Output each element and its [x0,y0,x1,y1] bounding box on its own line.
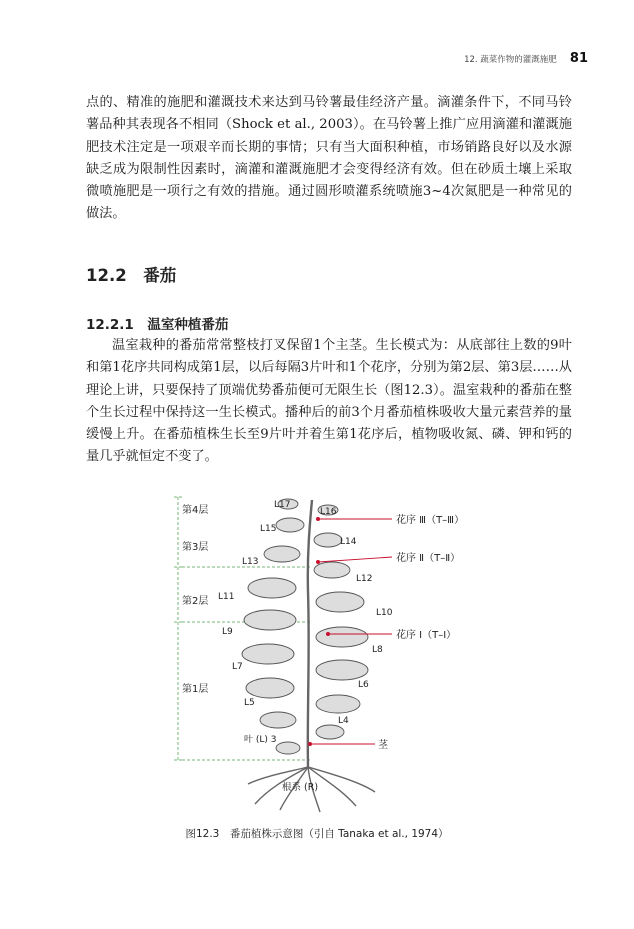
layer-label: 第4层 [182,505,209,516]
leaf-label: L14 [340,537,357,547]
layer-label: 第3层 [182,542,209,553]
leaf-label: L13 [242,557,259,567]
tomato-plant-figure [170,492,490,817]
leaf-label: 叶 (L) 3 [244,735,277,745]
leaf-label: L8 [372,645,383,655]
root-label: 根系 (R) [282,782,319,793]
paragraph-potato-fertigation: 点的、精准的施肥和灌溉技术来达到马铃薯最佳经济产量。滴灌条件下，不同马铃薯品种其表现各不相同（Shock et al., 2003）。在马铃薯上推广应用滴灌和灌溉施肥技术注定是一项艰辛而长期的事情；只有当大面积种植，市场销路良好以及水源缺乏成为限制性因素时，滴灌和灌溉施肥才会变得经济有效。但在砂质土壤上采取微喷施肥是一项行之有效的措施。通过圆形喷灌系统喷施3~4次氮肥是一种常见的做法。 [86,95,572,222]
inflorescence-label: 花序 Ⅲ（T–Ⅲ） [396,515,465,526]
subsection-heading-greenhouse-tomato: 12.2.1 温室种植番茄 [86,317,229,333]
leaf-label: L6 [358,680,369,690]
inflorescence-label: 花序 Ⅰ（T–Ⅰ） [396,630,457,641]
stem-label: 茎 [378,740,388,751]
header-section-title: 12. 蔬菜作物的灌溉施肥 [464,55,557,65]
figure-caption: 图12.3 番茄植株示意图（引自 Tanaka et al., 1974） [185,828,449,840]
leaf-label: L10 [376,608,393,618]
leaf-label: L5 [244,698,255,708]
section-heading-tomato: 12.2 番茄 [86,266,177,285]
layer-label: 第1层 [182,684,209,695]
leaf-label: L7 [232,662,243,672]
paragraph-greenhouse-tomato: 温室栽种的番茄常常整枝打叉保留1个主茎。生长模式为：从底部往上数的9叶和第1花序共同构成第1层，以后每隔3片叶和1个花序，分别为第2层、第3层……从理论上讲，只要保持了顶端优势番茄便可无限生长（图12.3）。温室栽种的番茄在整个生长过程中保持这一生长模式。播种后的前3个月番茄植株吸收大量元素营养的量缓慢上升。在番茄植株生长至9片叶并着生第1花序后，植物吸收氮、磷、钾和钙的量几乎就恒定不变了。 [86,338,572,465]
main-stem [308,500,312,767]
inflorescence-label: 花序 Ⅱ（T–Ⅱ） [396,553,461,564]
leaf-label: L16 [320,507,337,517]
layer-label: 第2层 [182,596,209,607]
page-number: 81 [569,51,588,66]
tomato-plant-diagram [170,492,490,817]
leaf-label: L11 [218,592,235,602]
running-header [464,47,588,66]
leaf-label: L9 [222,627,233,637]
leaf-label: L17 [274,500,291,510]
leaf-label: L15 [260,524,277,534]
leaf-label: L12 [356,574,373,584]
leaf-label: L4 [338,716,349,726]
